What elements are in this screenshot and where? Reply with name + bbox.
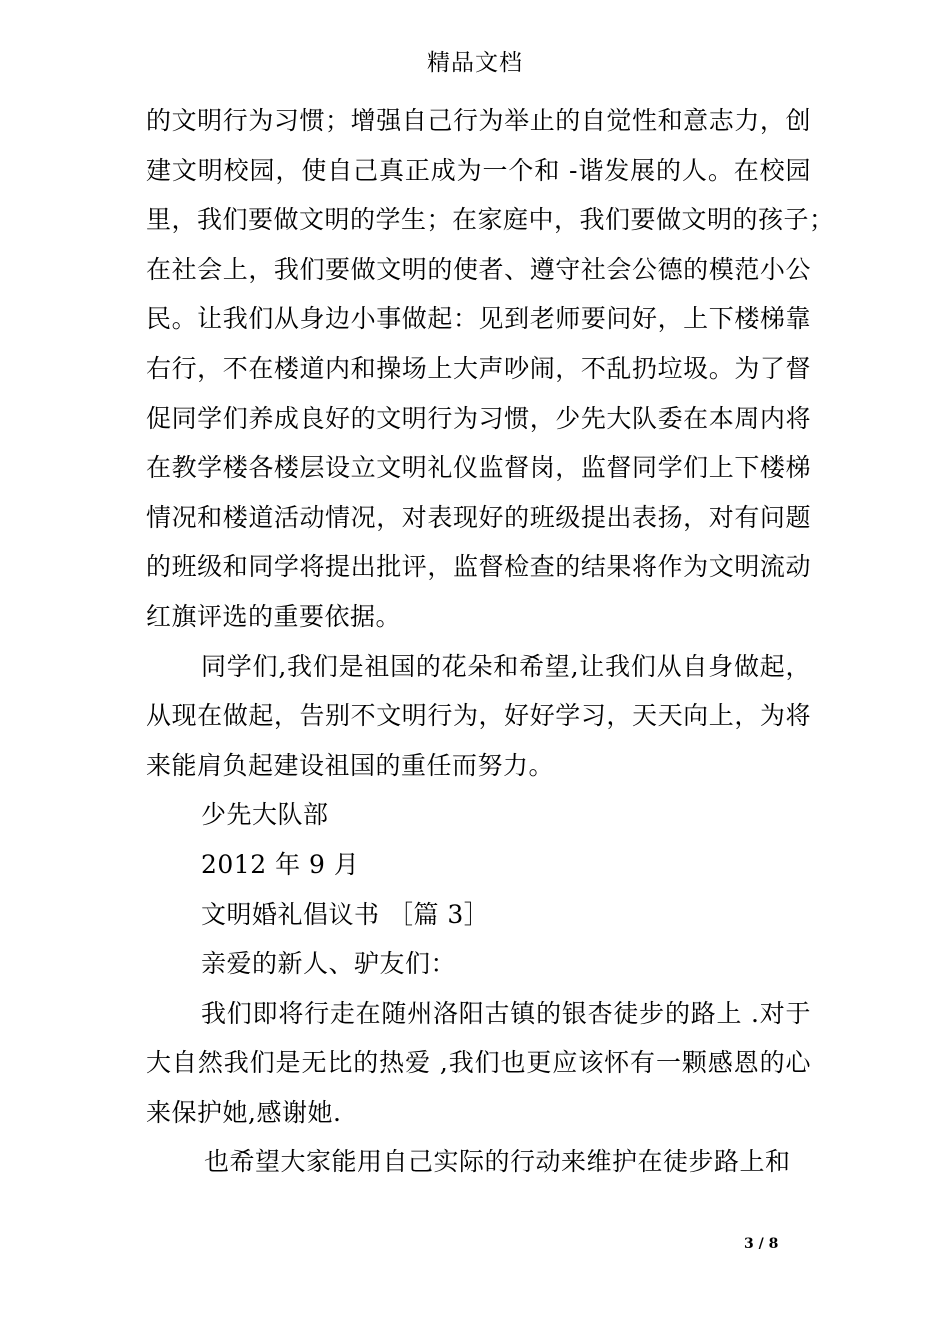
body-line: 促同学们养成良好的文明行为习惯，少先大队委在本周内将 xyxy=(146,403,811,433)
body-line: 红旗评选的重要依据。 xyxy=(146,601,402,631)
body-line: 也希望大家能用自己实际的行动来维护在徒步路上和 xyxy=(204,1147,791,1177)
body-line: 来能肩负起建设祖国的重任而努力。 xyxy=(146,750,555,780)
body-line: 同学们,我们是祖国的花朵和希望,让我们从自身做起， xyxy=(201,651,811,681)
body-line: 民。让我们从身边小事做起：见到老师要问好，上下楼梯靠 xyxy=(146,304,811,334)
body-line: 在社会上，我们要做文明的使者、遵守社会公德的模范小公 xyxy=(146,254,811,284)
body-line: 右行，不在楼道内和操场上大声吵闹，不乱扔垃圾。为了督 xyxy=(146,353,811,383)
salutation-line: 亲爱的新人、驴友们： xyxy=(201,949,457,979)
body-line: 里，我们要做文明的学生；在家庭中，我们要做文明的孩子； xyxy=(146,205,835,235)
body-line: 建文明校园，使自己真正成为一个和 -谐发展的人。在校园 xyxy=(146,155,811,185)
body-line: 大自然我们是无比的热爱 ,我们也更应该怀有一颗感恩的心 xyxy=(146,1048,811,1078)
body-line: 情况和楼道活动情况，对表现好的班级提出表扬，对有问题 xyxy=(146,502,811,532)
body-line: 从现在做起，告别不文明行为，好好学习，天天向上，为将 xyxy=(146,701,811,731)
date-line: 2012 年 9 月 xyxy=(201,849,360,879)
page-header-title: 精品文档 xyxy=(427,50,523,76)
body-line: 的文明行为习惯；增强自己行为举止的自觉性和意志力，创 xyxy=(146,106,811,135)
body-line: 我们即将行走在随州洛阳古镇的银杏徒步的路上 .对于 xyxy=(201,998,811,1028)
document-body xyxy=(146,96,835,1187)
body-line: 来保护她,感谢她. xyxy=(146,1097,342,1127)
signature-line: 少先大队部 xyxy=(201,800,329,830)
body-line: 的班级和同学将提出批评，监督检查的结果将作为文明流动 xyxy=(146,552,811,582)
body-line: 在教学楼各楼层设立文明礼仪监督岗，监督同学们上下楼梯 xyxy=(146,453,811,483)
section-title: 文明婚礼倡议书 ［篇 3］ xyxy=(201,899,490,929)
page-number: 3 / 8 xyxy=(744,1236,779,1252)
